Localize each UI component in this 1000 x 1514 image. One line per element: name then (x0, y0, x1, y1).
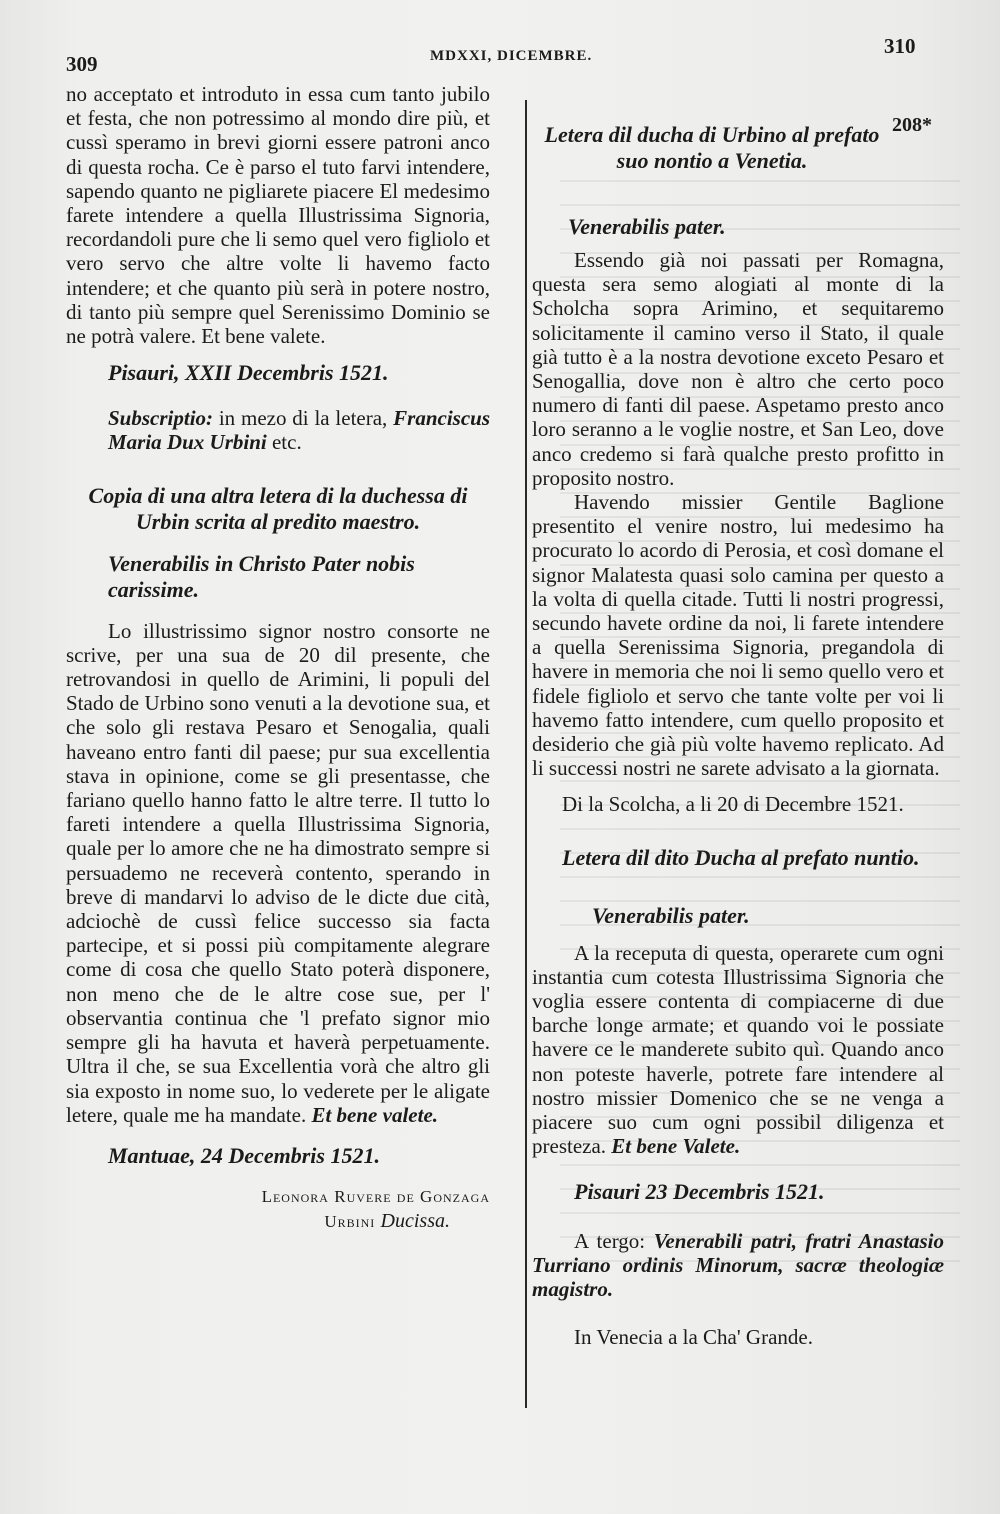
dateline-scolcha: Di la Scolcha, a li 20 di Decembre 1521. (562, 792, 904, 817)
right-column (532, 82, 944, 1349)
duchess-letter-text: Lo illustrissimo signor nostro consorte ne scrive, per una sua de 20 dil presente, che retrovandosi in quello de Arimini, li populi del Stado de Urbino sono venuti a la devotione sua, et che solo gli restava Pesaro et Senogalia, quali haveano entro fanti dil paese; pur sua excellentia stava in opinione, come se gli presentasse, che fariano quello hanno fatto le altre terre. Il tutto lo fareti intendere a quella Illustrissima Signoria, quale per lo amore che ne ha dimostrato sempre si persuademo ne receverà contento, sperando in breve di mandarvi lo adviso de le dicte due cità, adciochè de cussì felice successo sia facta partecipe, et si possi più compitamente alegrare come di cosa che quello Stato poterà disponere, non meno che de le altre cose sue, per l' observantia continua che 'l prefato signor mio sempre gli ha havuta et haverà perpetuamente. Ultra il che, se sua Excellentia vorà che altro gli sia exposto in nome suo, lo vederete per le aligate letere, quale me ha mandate. (66, 618, 490, 1127)
subscriptio-note (66, 406, 490, 454)
paragraph-duke-letter-3 (532, 941, 944, 1159)
subscriptio-label: Subscriptio: (108, 406, 214, 431)
signature-line-2 (66, 1209, 490, 1234)
running-title: MDXXI, DICEMBRE. (430, 48, 593, 64)
paragraph-duke-letter-2: Havendo missier Gentile Baglione presentito el venire nostro, lui medesimo ha procurato lo acordo di Perosia, et così domane el signor Malatesta quasi solo camina per questo a la volta di quella citade. Tutti li nostri progressi, secundo havete ordine da noi, li farete intendere a quella Serenissima Signoria, pregandola di havere in memoria che noi li semo quello vero et fidele figliolo et servo che tante volte per voi li havemo fatto intendere, cum quello proposito et desiderio che già più volte havemo replicato. Ad li successi nostri ne sarete advisato a la giornata. (532, 490, 944, 781)
address-tergo (532, 1229, 944, 1302)
signature-title: Urbini (324, 1211, 376, 1231)
paragraph-duchess-letter (66, 619, 490, 1127)
running-header (0, 34, 1000, 82)
left-column (66, 82, 490, 1234)
signature-line-1: Leonora Ruvere de Gonzaga (261, 1186, 490, 1206)
duke-letter-3-close: Et bene Valete. (611, 1134, 741, 1159)
paragraph-duke-letter-1: Essendo già noi passati per Romagna, questa sera semo alogiati al monte di la Scholcha sopra Arimino, et sequitaremo solicitamente il camino verso il Stato, il quale già tutto è a la nostra devotione exceto Pesaro et Senogallia, dove non è altro che certo poco numero di fanti dil paese. Aspetamo presto anco loro seranno a le voglie nostre, et San Leo, dove anco credemo si farà qualche presto profitto in proposito nostro. (532, 248, 944, 490)
page-number-left: 309 (66, 52, 98, 76)
paragraph-continuation: no acceptato et introduto in essa cum tanto jubilo et festa, che non potressimo al mondo dire più, et cussì speramo in brevi giorni essere patroni anco di questa rocha. Ce è parso el tuto farvi intendere, sapendo quanto ne pigliarete piacere El medesimo farete intendere a quella Illustrissima Signoria, recordandoli pure che li semo quel vero figliolo et vero servo che altre volte li havemo facto intendere; et che quanto più serà in potere nostro, di tanto più sempre quel Serenissimo Dominio se ne potrà valere. Et bene valete. (66, 82, 490, 349)
duke-letter-3-text: A la receputa di questa, operarete cum ogni instantia cum cotesta Illustrissima Signoria che voglia essere contenta di compiacerne di due barche longe armate; et quando voi le possiate havere ce le manderete subito quì. Quando anco non poteste haverle, potrete fare intendere al nostro missier Domenico che se ne venga a piacere suo cum ogni possibil diligenza et presteza. (532, 940, 944, 1159)
duchess-letter-close: Et bene valete. (311, 1102, 439, 1127)
column-divider (525, 100, 527, 1408)
dateline-pisauri: Pisauri, XXII Decembris 1521. (108, 360, 389, 386)
salutation-second-duke-letter: Venerabilis pater. (592, 902, 750, 928)
heading-duchess-letter: Copia di una altra letera di la duchessa di Urbin scrita al predito maestro. (88, 482, 468, 534)
salutation-duchess-letter: Venerabilis in Christo Pater nobis carissime. (108, 550, 415, 602)
tergo-text: Venerabili patri, fratri Anastasio Turriano ordinis Minorum, sacræ theologiæ magistro. (532, 1228, 945, 1301)
signature-ducissa: Ducissa. (380, 1209, 450, 1232)
subscriptio-text: in mezo di la letera, (213, 406, 394, 431)
subscriptio-name: Franciscus Maria Dux Urbini (108, 406, 490, 455)
dateline-pisauri-23: Pisauri 23 Decembris 1521. (574, 1178, 825, 1204)
page-number-right: 310 (884, 34, 916, 58)
tergo-label: A tergo: (574, 1228, 646, 1253)
subscriptio-etc: etc. (266, 430, 302, 455)
margin-reference-number: 208* (892, 114, 932, 136)
address-venecia: In Venecia a la Cha' Grande. (574, 1325, 813, 1350)
salutation-duke-letter: Venerabilis pater. (568, 214, 726, 239)
dateline-mantuae: Mantuae, 24 Decembris 1521. (108, 1142, 380, 1168)
heading-duke-letter: Letera dil ducha di Urbino al prefato suo nontio a Venetia. (544, 122, 880, 173)
heading-second-duke-letter: Letera dil dito Ducha al prefato nuntio. (562, 844, 920, 870)
